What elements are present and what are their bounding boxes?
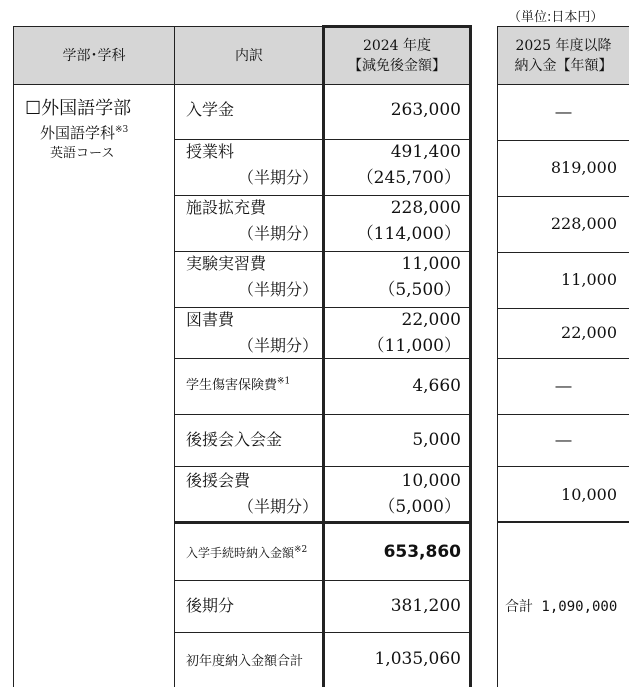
row-next-amount: ― [555,376,572,395]
first-year-total-amount: 1,035,060 [374,649,461,669]
border-right-row [498,466,629,467]
border-row [175,195,471,196]
row-amount: 491,400 （245,700） [356,142,461,188]
faculty-name: 外国語学部 [41,98,132,119]
row-next-amount: ― [555,102,572,121]
border-right-row [498,414,629,415]
border-row [175,307,471,308]
course-name: 英語コース [50,146,115,161]
border-right-row [498,308,629,309]
header-2025 [498,27,629,84]
border-right-row [498,140,629,141]
border-right-top [497,26,629,27]
row-amount: 228,000 （114,000） [356,198,461,244]
row-label: 授業料 （半期分） [186,142,319,187]
border-row [175,414,471,415]
first-year-total-label: 初年度納入金額合計 [186,653,304,669]
border-col2-thick [322,26,325,687]
header-faculty: 学部･学科 [13,27,175,84]
border-row [175,139,471,140]
row-next-amount: 22,000 [561,323,617,342]
unit-note: （単位:日本円） [508,10,604,25]
row-label: 実験実習費 （半期分） [186,254,319,299]
row-amount: 22,000 （11,000） [367,310,461,356]
row-next-amount: 228,000 [550,214,617,233]
row-label: 後援会費 （半期分） [186,471,319,516]
row-amount: 4,660 [412,376,461,396]
row-label: 学生傷害保険費$^{※1}$ [186,376,291,393]
row-label: 入学金 [186,100,235,119]
header-2025-line1: 2025 年度以降 [515,37,612,54]
header-2025-line2: 納入金【年額】 [514,57,613,74]
header-2024 [323,27,471,84]
row-next-amount: 11,000 [561,270,617,289]
border-right-left [497,26,498,687]
row-label: 施設拡充費 （半期分） [186,198,319,243]
border-left [13,26,14,687]
row-amount: 263,000 [390,100,461,120]
border-2024-top-thick [322,25,472,28]
second-half-amount: 381,200 [390,596,461,616]
border-row-thick [175,521,471,524]
border-row [175,466,471,467]
border-right-row-thick [498,521,629,523]
second-half-label: 後期分 [186,596,235,615]
border-col1 [174,26,175,687]
header-breakdown: 内訳 [175,27,323,84]
next-years-total: 合計 1,090,000 [505,599,618,615]
checkbox-icon: ☐ [25,98,42,119]
row-label: 図書費 （半期分） [186,310,319,355]
row-next-amount: 819,000 [550,158,617,177]
border-row [175,358,471,359]
header-2024-line1: 2024 年度 [362,37,432,54]
border-row [175,251,471,252]
row-note: ※1 [277,376,291,387]
header-2024-line2: 【減免後金額】 [348,57,446,74]
border-col3-thick [469,26,472,687]
department-name: 外国語学科 [40,124,116,142]
faculty-cell [14,96,174,164]
admission-total-note: ※2 [294,544,308,555]
row-label: 後援会入会金 [186,430,283,449]
border-row [175,580,471,581]
border-right-row [498,358,629,359]
row-next-amount: 10,000 [561,485,617,504]
department-note: ※3 [115,125,129,135]
row-amount: 11,000 （5,500） [378,254,461,300]
admission-total-label: 入学手続時納入金額$^{※2}$ [186,544,308,560]
row-next-amount: ― [555,430,572,449]
border-right-row [498,196,629,197]
border-right-row [498,252,629,253]
border-header-bottom [13,84,472,85]
admission-total-amount: 653,860 [383,542,461,562]
border-right-header-bottom [497,84,629,85]
border-row [175,632,471,633]
row-amount: 5,000 [412,430,461,450]
row-amount: 10,000 （5,000） [378,471,461,517]
